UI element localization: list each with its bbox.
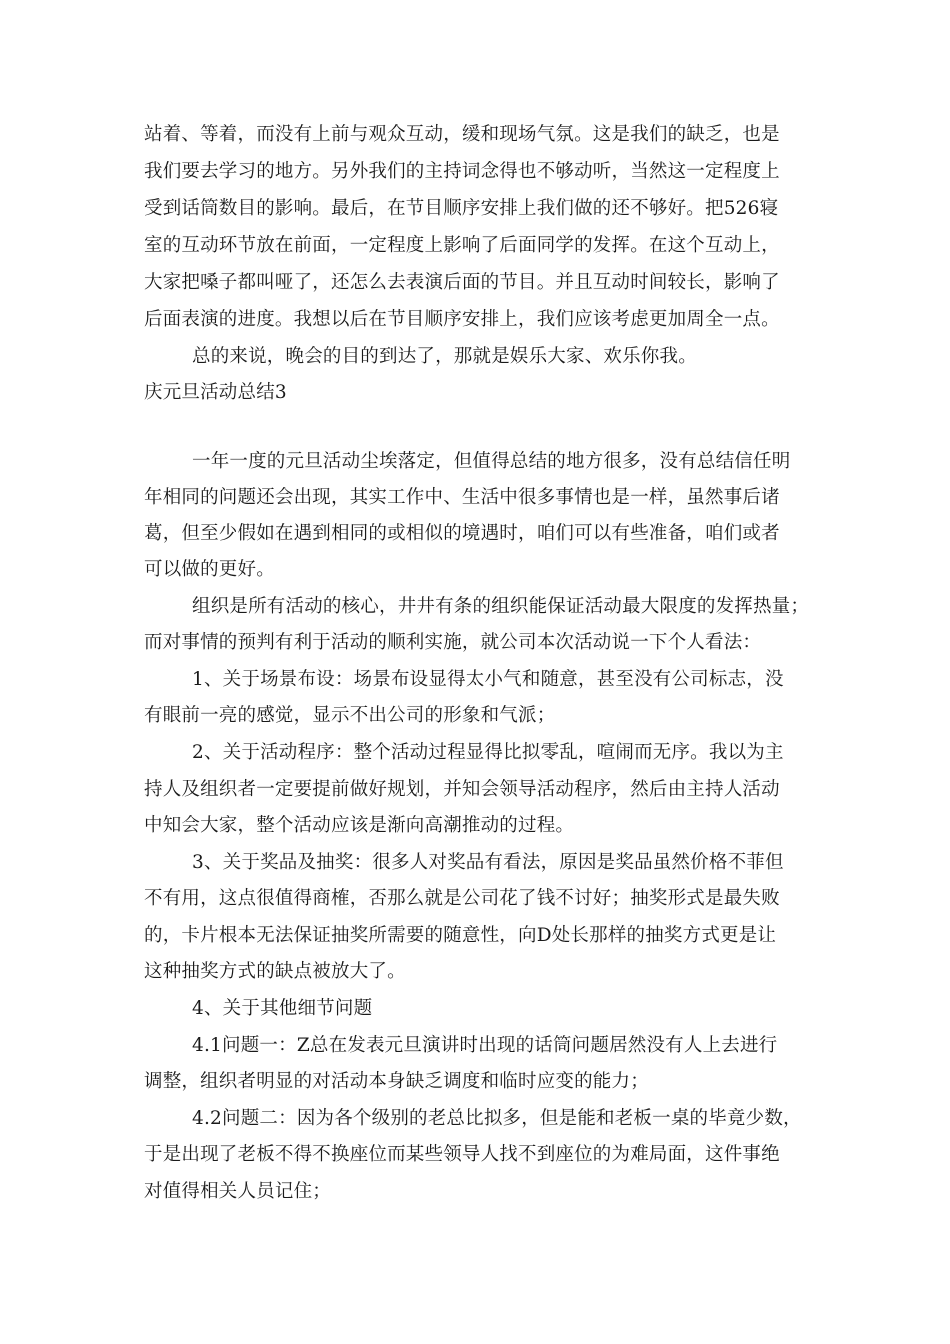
text-line: 不有用，这点很值得商榷，否那么就是公司花了钱不讨好；抽奖形式是最失败 (144, 888, 780, 909)
text-line: 葛，但至少假如在遇到相同的或相似的境遇时，咱们可以有些准备，咱们或者 (144, 523, 780, 544)
text-line: 我们要去学习的地方。另外我们的主持词念得也不够动听，当然这一定程度上 (144, 161, 780, 182)
text-line: 站着、等着，而没有上前与观众互动，缓和现场气氛。这是我们的缺乏，也是 (144, 124, 780, 145)
text-line: 3、关于奖品及抽奖：很多人对奖品有看法，原因是奖品虽然价格不菲但 (192, 852, 784, 873)
text-line: 年相同的问题还会出现，其实工作中、生活中很多事情也是一样，虽然事后诸 (144, 487, 780, 508)
text-line: 受到话筒数目的影响。最后，在节目顺序安排上我们做的还不够好。把526寝 (144, 198, 779, 219)
text-line: 中知会大家，整个活动应该是渐向高潮推动的过程。 (144, 815, 575, 836)
text-line: 的，卡片根本无法保证抽奖所需要的随意性，向D处长那样的抽奖方式更是让 (144, 925, 777, 946)
text-line: 组织是所有活动的核心，井井有条的组织能保证活动最大限度的发挥热量； (192, 596, 810, 617)
text-line: 这种抽奖方式的缺点被放大了。 (144, 961, 406, 982)
text-line: 持人及组织者一定要提前做好规划，并知会领导活动程序，然后由主持人活动 (144, 779, 780, 800)
text-line: 4.2问题二：因为各个级别的老总比拟多，但是能和老板一桌的毕竟少数， (192, 1108, 802, 1129)
text-line: 可以做的更好。 (144, 559, 275, 580)
text-line: 室的互动环节放在前面，一定程度上影响了后面同学的发挥。在这个互动上， (144, 235, 780, 256)
text-line: 2、关于活动程序：整个活动过程显得比拟零乱，喧闹而无序。我以为主 (192, 742, 784, 763)
text-line: 于是出现了老板不得不换座位而某些领导人找不到座位的为难局面，这件事绝 (144, 1144, 780, 1165)
text-line: 调整，组织者明显的对活动本身缺乏调度和临时应变的能力； (144, 1071, 649, 1092)
text-line: 4、关于其他细节问题 (192, 998, 373, 1019)
text-line: 对值得相关人员记住； (144, 1181, 332, 1202)
text-line: 4.1问题一：Z总在发表元旦演讲时出现的话筒问题居然没有人上去进行 (192, 1035, 778, 1056)
section-heading: 庆元旦活动总结3 (144, 382, 287, 403)
text-line: 而对事情的预判有利于活动的顺利实施，就公司本次活动说一下个人看法： (144, 632, 762, 653)
text-line: 后面表演的进度。我想以后在节目顺序安排上，我们应该考虑更加周全一点。 (144, 309, 780, 330)
text-line: 总的来说，晚会的目的到达了，那就是娱乐大家、欢乐你我。 (192, 346, 697, 367)
text-line: 大家把嗓子都叫哑了，还怎么去表演后面的节目。并且互动时间较长，影响了 (144, 272, 780, 293)
text-line: 1、关于场景布设：场景布设显得太小气和随意，甚至没有公司标志，没 (192, 669, 784, 690)
text-line: 一年一度的元旦活动尘埃落定，但值得总结的地方很多，没有总结信任明 (192, 451, 791, 472)
text-line: 有眼前一亮的感觉，显示不出公司的形象和气派； (144, 705, 556, 726)
